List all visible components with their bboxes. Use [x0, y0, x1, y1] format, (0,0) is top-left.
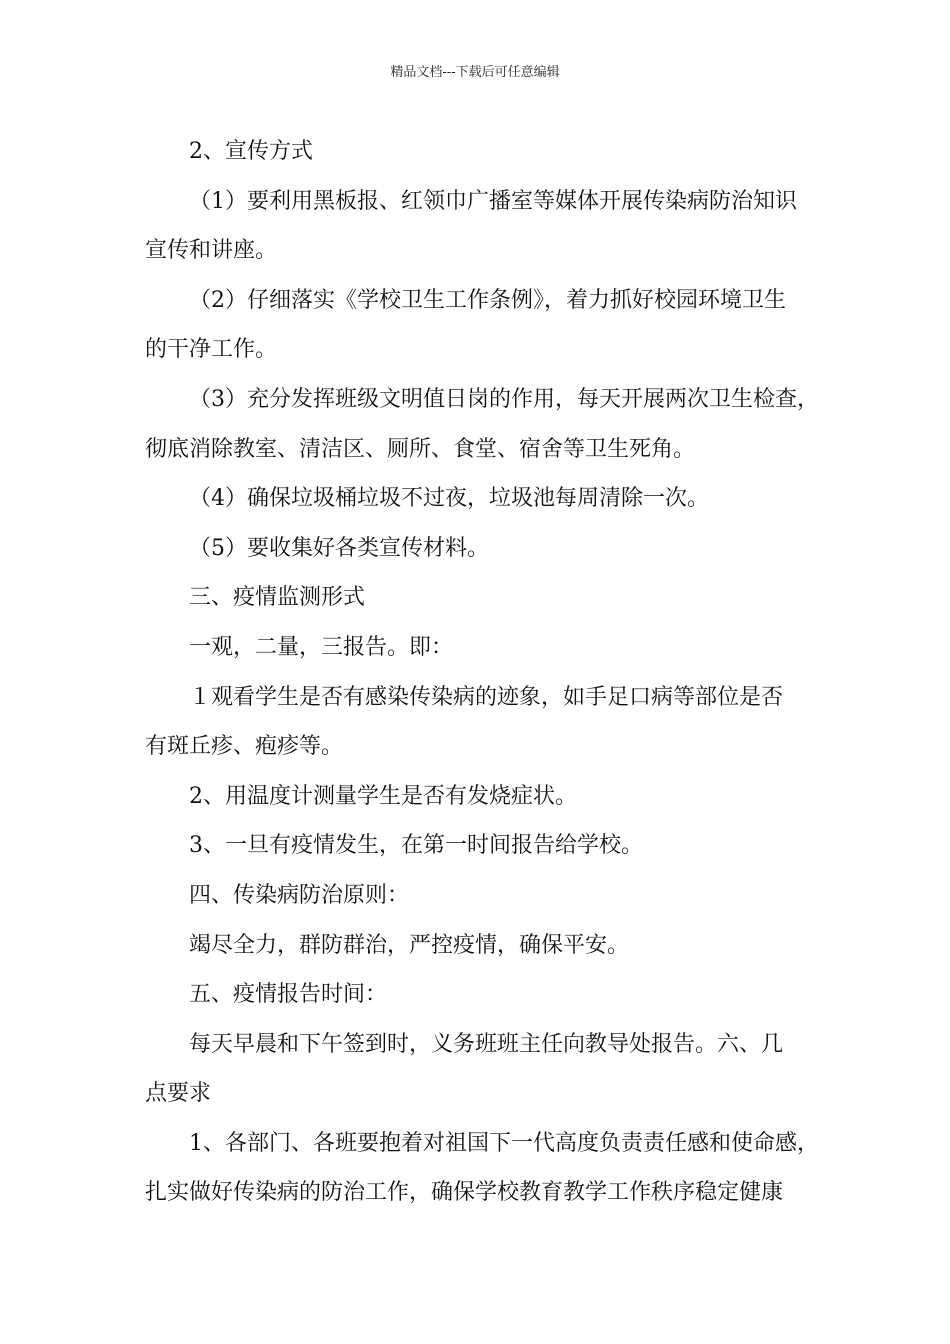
text-line: （2）仔细落实《学校卫生工作条例》，着力抓好校园环境卫生 [189, 287, 786, 313]
text-line: （4）确保垃圾桶垃圾不过夜，垃圾池每周清除一次。 [189, 486, 709, 512]
section-heading: 四、传染病防治原则： [189, 882, 410, 908]
page-header: 精品文档---下载后可任意编辑 [390, 65, 560, 80]
text-line: 2、宣传方式 [189, 139, 313, 164]
text-line: （5）要收集好各类宣传材料。 [189, 535, 489, 561]
document-body [145, 127, 819, 1218]
text-line: 的干净工作。 [145, 337, 278, 363]
section-heading: 三、疫情监测形式 [189, 585, 366, 611]
text-line: 每天早晨和下午签到时，义务班班主任向教导处报告。六、几 [189, 1031, 784, 1057]
text-line: 扎实做好传染病的防治工作，确保学校教育教学工作秩序稳定健康 [145, 1180, 784, 1206]
text-line: 2、用温度计测量学生是否有发烧症状。 [189, 783, 577, 809]
section-heading: 五、疫情报告时间： [189, 982, 388, 1008]
text-line: （1）要利用黑板报、红领巾广播室等媒体开展传染病防治知识 [189, 188, 797, 214]
text-line: 3、一旦有疫情发生，在第一时间报告给学校。 [189, 833, 643, 859]
text-line: 点要求 [145, 1081, 212, 1107]
text-line: 一观，二量，三报告。即： [189, 634, 454, 660]
text-line: 有斑丘疹、疱疹等。 [145, 734, 344, 760]
text-line: 竭尽全力，群防群治，严控疫情，确保平安。 [189, 932, 630, 958]
text-line: （3）充分发挥班级文明值日岗的作用，每天开展两次卫生检查， [189, 386, 819, 412]
text-line: １观看学生是否有感染传染病的迹象，如手足口病等部位是否 [189, 684, 784, 710]
text-line: 彻底消除教室、清洁区、厕所、食堂、宿舍等卫生死角。 [145, 436, 696, 462]
text-line: 宣传和讲座。 [145, 238, 278, 264]
text-line: 1、各部门、各班要抱着对祖国下一代高度负责责任感和使命感， [189, 1130, 819, 1156]
